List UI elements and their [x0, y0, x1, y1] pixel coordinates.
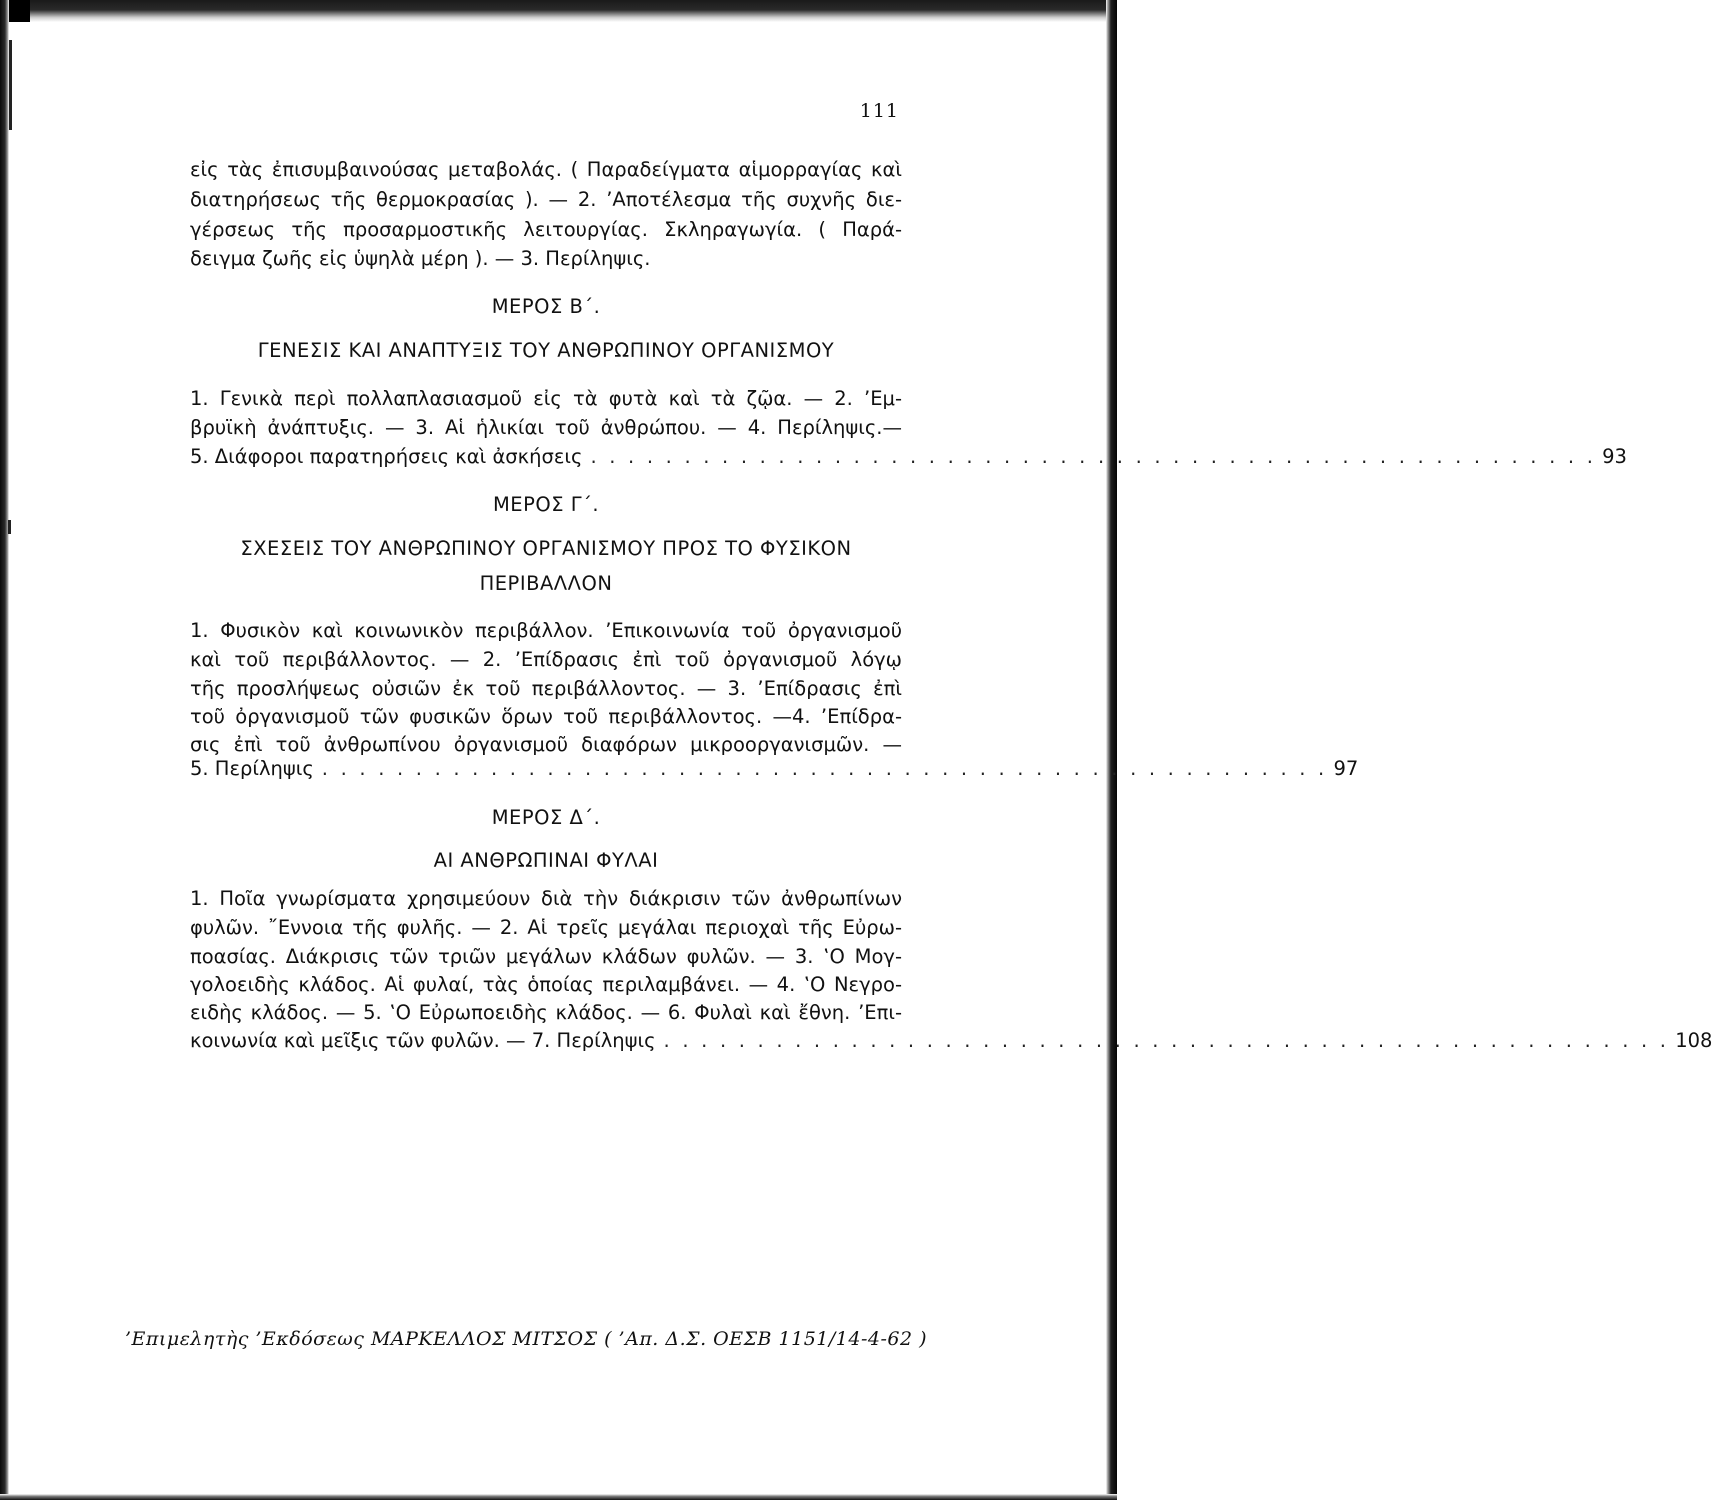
intro-line: διατηρήσεως τῆς θερμοκρασίας ). — 2. ’Αποτέλεσμα τῆς συχνῆς διε-: [190, 188, 902, 211]
toc-entry-text: 5. Διάφοροι παρατηρήσεις καὶ ἀσκήσεις: [190, 445, 583, 468]
part-c-heading: ΜΕΡΟΣ Γ΄.: [492, 493, 600, 516]
toc-page-number: 93: [1602, 445, 1627, 468]
page-number: 111: [859, 100, 899, 122]
part-c-line: τῆς προσλήψεως οὐσιῶν ἐκ τοῦ περιβάλλοντος. — 3. ’Επίδρασις ἐπὶ: [190, 677, 902, 700]
scan-margin-mark: [8, 520, 11, 534]
part-d-line: ειδὴς κλάδος. — 5. ‛Ο Εὐρωποειδὴς κλάδος. — 6. Φυλαὶ καὶ ἔθνη. ’Επι-: [190, 1001, 902, 1024]
intro-line: γέρσεως τῆς προσαρμοστικῆς λειτουργίας. Σκληραγωγία. ( Παρά-: [190, 218, 902, 241]
toc-entry-part-b: [190, 443, 1627, 471]
toc-entry-text: 5. Περίληψις: [190, 757, 314, 780]
part-c-line: καὶ τοῦ περιβάλλοντος. — 2. ’Επίδρασις ἐπὶ τοῦ ὀργανισμοῦ λόγῳ: [190, 648, 902, 671]
part-b-line: βρυϊκὴ ἀνάπτυξις. — 3. Αἱ ἡλικίαι τοῦ ἀνθρώπου. — 4. Περίληψις.—: [190, 416, 902, 439]
publisher-footer: ’Επιμελητὴς ’Εκδόσεως ΜΑΡΚΕΛΛΟΣ ΜΙΤΣΟΣ ( ’Απ. Δ.Σ. ΟΕΣΒ 1151/14-4-62 ): [125, 1328, 928, 1350]
leader-dots: . . . . . . . . . . . . . . . . . . . . . . . . . . . . . . . . . . . . . . . . . . . . . . . . . . . . . .: [590, 445, 1597, 468]
part-d-heading: ΜΕΡΟΣ Δ΄.: [491, 806, 601, 829]
scan-edge-left: [0, 0, 9, 1500]
toc-page-number: 108: [1675, 1029, 1712, 1052]
scan-edge-bottom: [0, 1494, 1117, 1500]
toc-entry-part-d: [190, 1027, 1712, 1055]
intro-line: εἰς τὰς ἐπισυμβαινούσας μεταβολάς. ( Παραδείγματα αἱμορραγίας καὶ: [190, 158, 902, 181]
part-b-title: ΓΕΝΕΣΙΣ ΚΑΙ ΑΝΑΠΤΥΞΙΣ ΤΟΥ ΑΝΘΡΩΠΙΝΟΥ ΟΡΓΑΝΙΣΜΟΥ: [257, 339, 835, 362]
part-d-line: 1. Ποῖα γνωρίσματα χρησιμεύουν διὰ τὴν διάκρισιν τῶν ἀνθρωπίνων: [190, 887, 902, 910]
scan-margin-mark: [9, 40, 12, 130]
part-d-line: φυλῶν. ῎Εννοια τῆς φυλῆς. — 2. Αἱ τρεῖς μεγάλαι περιοχαὶ τῆς Εὐρω-: [190, 916, 902, 939]
part-d-title: ΑΙ ΑΝΘΡΩΠΙΝΑΙ ΦΥΛΑΙ: [433, 849, 659, 872]
part-b-heading: ΜΕΡΟΣ Β΄.: [491, 295, 601, 318]
intro-line: δειγμα ζωῆς εἰς ὑψηλὰ μέρη ). — 3. Περίληψις.: [190, 247, 651, 270]
part-c-title: ΠΕΡΙΒΑΛΛΟΝ: [479, 572, 613, 595]
toc-entry-text: κοινωνία καὶ μεῖξις τῶν φυλῶν. — 7. Περίληψις: [190, 1029, 656, 1052]
part-d-line: γολοειδὴς κλάδος. Αἱ φυλαί, τὰς ὁποίας περιλαμβάνει. — 4. ‛Ο Νεγρο-: [190, 973, 902, 996]
toc-page-number: 97: [1333, 757, 1359, 780]
part-b-line: 1. Γενικὰ περὶ πολλαπλασιασμοῦ εἰς τὰ φυτὰ καὶ τὰ ζῷα. — 2. ’Εμ-: [190, 387, 902, 410]
part-d-line: ποασίας. Διάκρισις τῶν τριῶν μεγάλων κλάδων φυλῶν. — 3. ‛Ο Μογ-: [190, 945, 902, 968]
part-c-line: τοῦ ὀργανισμοῦ τῶν φυσικῶν ὅρων τοῦ περιβάλλοντος. —4. ’Επίδρα-: [190, 705, 902, 728]
leader-dots: . . . . . . . . . . . . . . . . . . . . . . . . . . . . . . . . . . . . . . . . . . . . . . . . . . . . . .: [321, 757, 1328, 780]
part-c-line: 1. Φυσικὸν καὶ κοινωνικὸν περιβάλλον. ’Επικοινωνία τοῦ ὀργανισμοῦ: [190, 619, 902, 642]
part-c-title: ΣΧΕΣΕΙΣ ΤΟΥ ΑΝΘΡΩΠΙΝΟΥ ΟΡΓΑΝΙΣΜΟΥ ΠΡΟΣ ΤΟ ΦΥΣΙΚΟΝ: [240, 537, 852, 560]
scan-edge-top: [0, 0, 1117, 22]
toc-entry-part-c: [190, 755, 1359, 783]
part-c-line: σις ἐπὶ τοῦ ἀνθρωπίνου ὀργανισμοῦ διαφόρων μικροοργανισμῶν. —: [190, 733, 902, 756]
scan-edge-right: [1106, 0, 1117, 1500]
leader-dots: . . . . . . . . . . . . . . . . . . . . . . . . . . . . . . . . . . . . . . . . . . . . . . . . . . . . . .: [663, 1029, 1670, 1052]
